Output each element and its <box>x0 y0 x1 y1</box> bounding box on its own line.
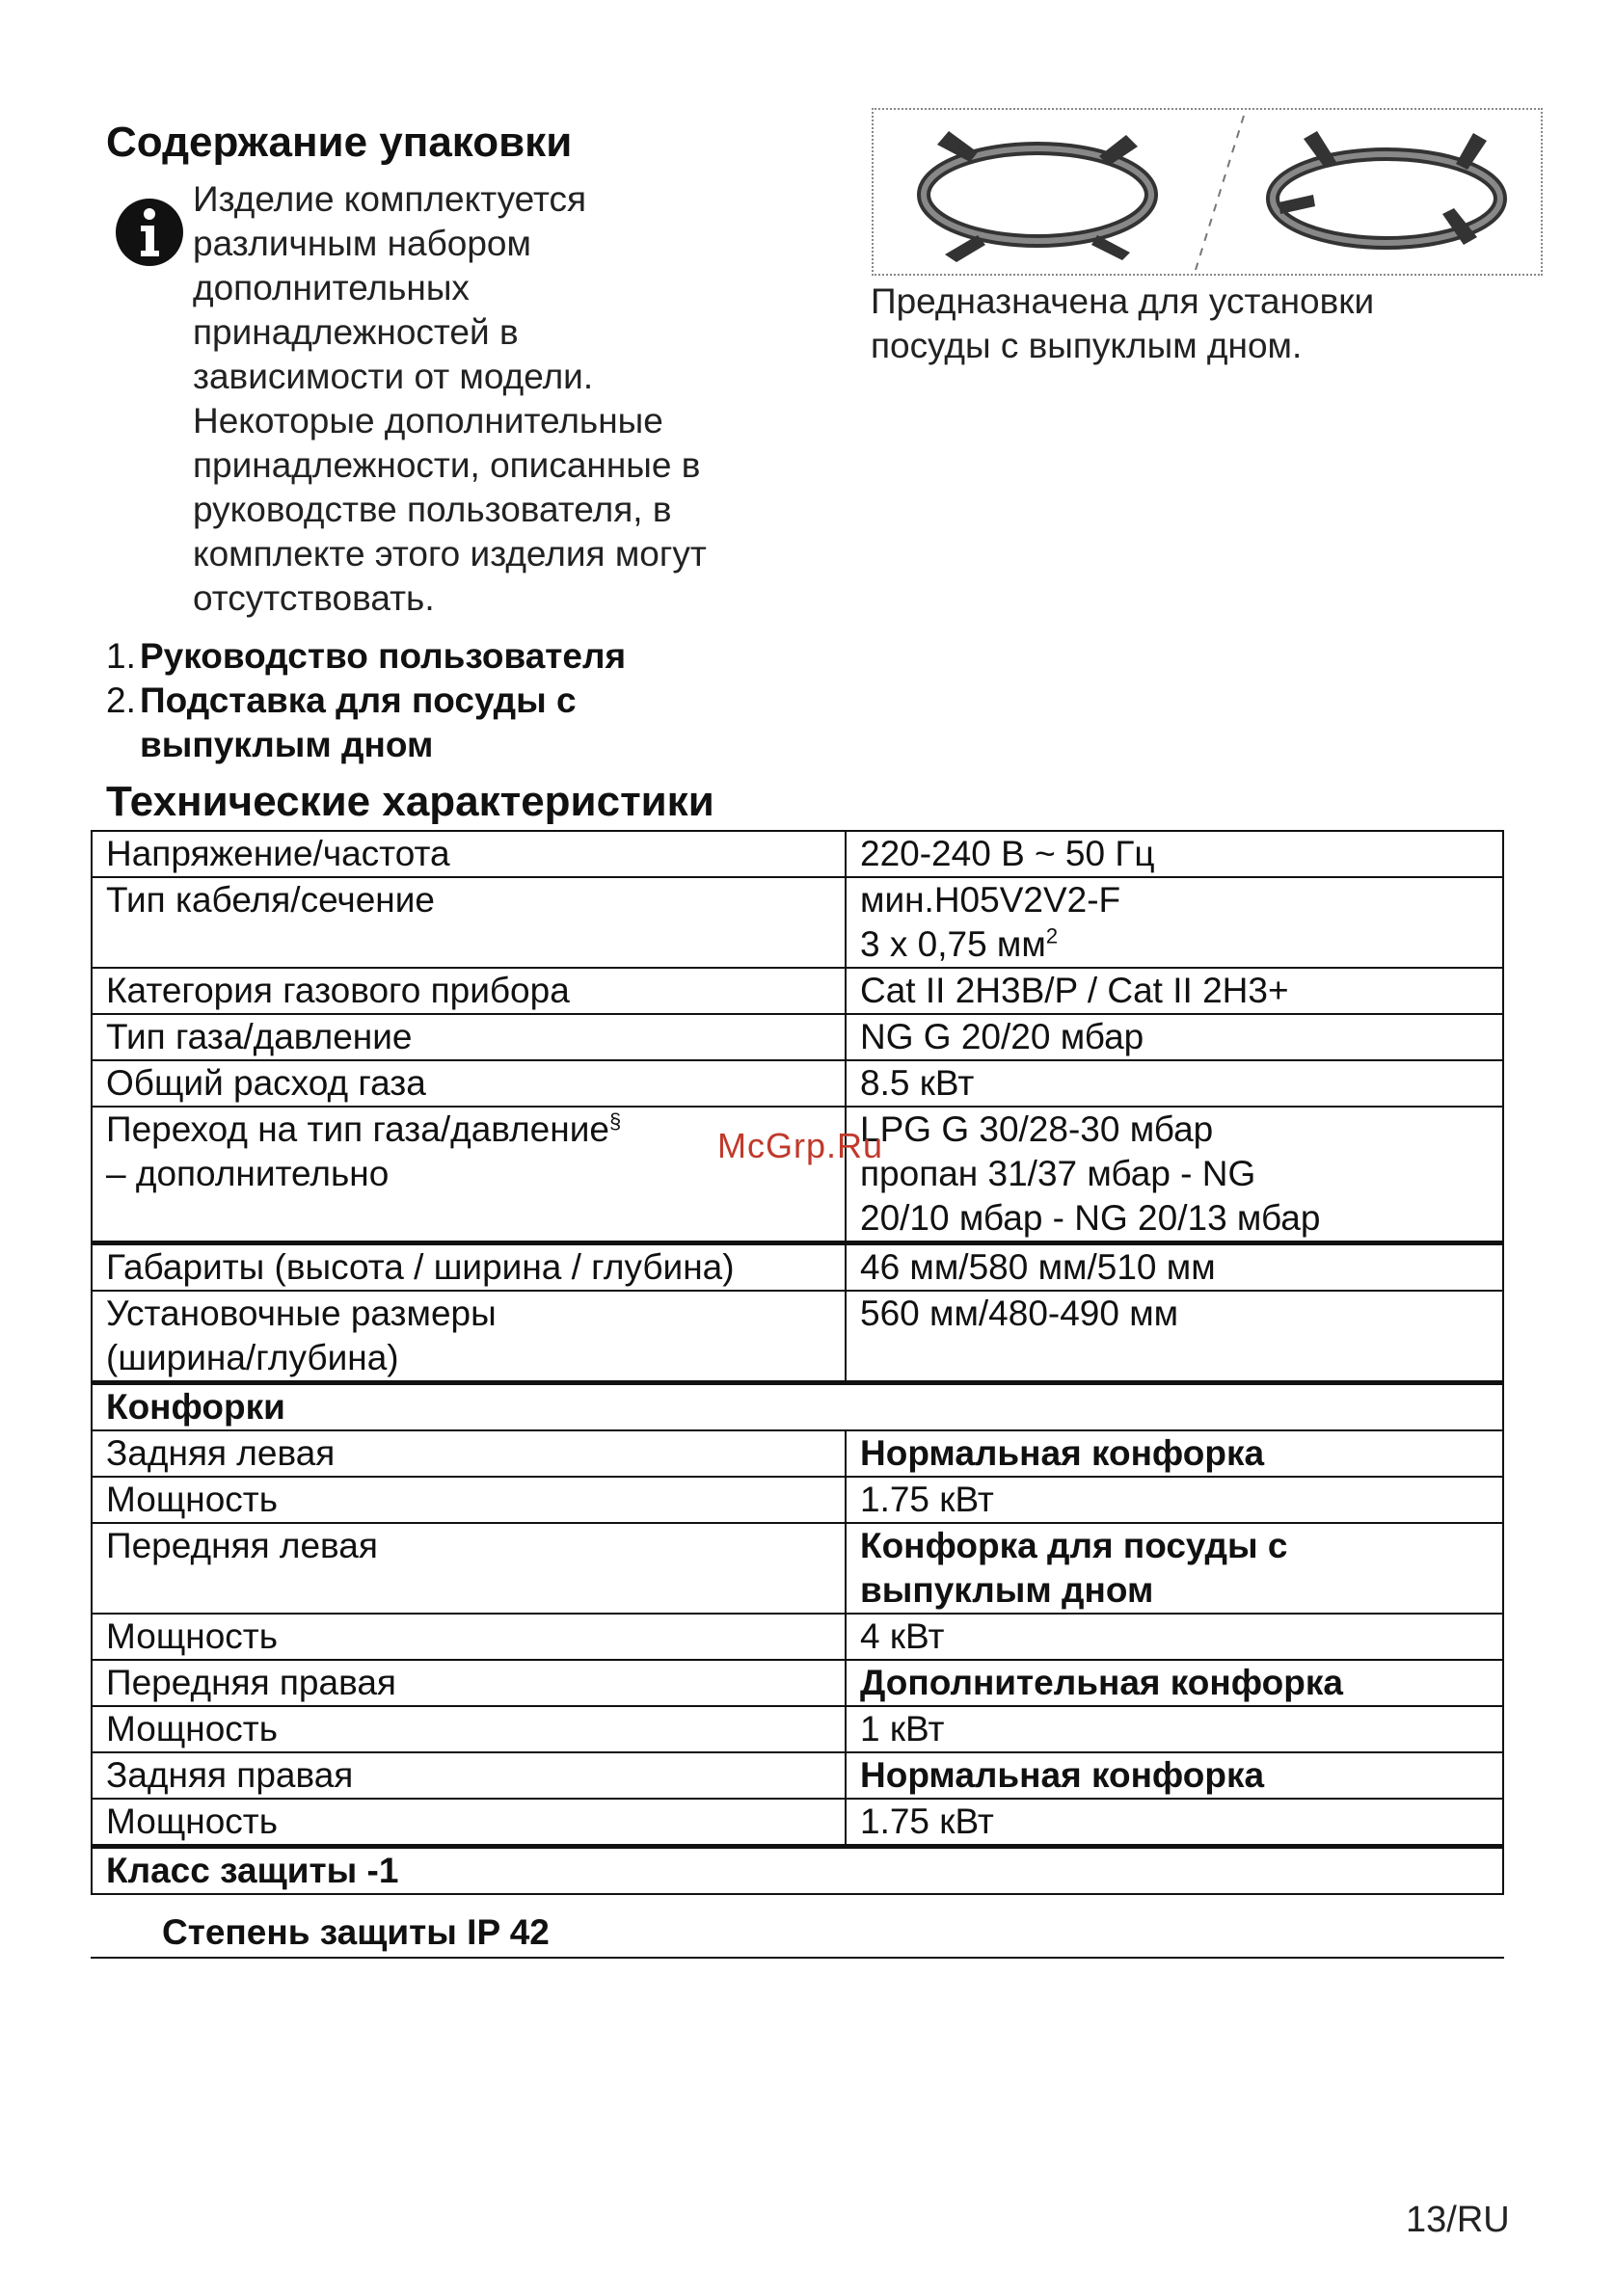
cell-line: Задняя левая <box>106 1433 336 1473</box>
cell-line: 220-240 В ~ 50 Гц <box>860 834 1155 873</box>
info-line: комплекте этого изделия могут <box>193 534 707 574</box>
wok-stand-illustration <box>872 108 1543 276</box>
cell-line: 4 кВт <box>860 1616 945 1656</box>
cell-line: Мощность <box>106 1709 278 1749</box>
spec-label <box>92 1014 846 1060</box>
protection-class: Класс защиты -1 <box>92 1847 1503 1895</box>
superscript: § <box>608 1108 622 1134</box>
spec-label <box>92 1477 846 1523</box>
table-row <box>92 1383 1503 1431</box>
cell-line: 46 мм/580 мм/510 мм <box>860 1247 1216 1287</box>
spec-value <box>846 877 1503 968</box>
info-line: руководстве пользователя, в <box>193 490 672 529</box>
spec-label <box>92 1060 846 1107</box>
info-line: Некоторые дополнительные <box>193 401 663 441</box>
spec-value <box>846 1752 1503 1799</box>
cell-line: 20/10 мбар - NG 20/13 мбар <box>860 1198 1321 1238</box>
item-label-line: Руководство пользователя <box>140 636 627 676</box>
cell-line: 1.75 кВт <box>860 1802 994 1841</box>
spec-label <box>92 1291 846 1383</box>
cell-line: Нормальная конфорка <box>860 1433 1265 1473</box>
item-label-line: выпуклым дном <box>140 725 434 764</box>
table-row <box>92 1291 1503 1383</box>
cell-line: Категория газового прибора <box>106 971 570 1010</box>
spec-label <box>92 877 846 968</box>
spec-label <box>92 1799 846 1847</box>
cell-line: Тип кабеля/сечение <box>106 880 435 920</box>
info-note <box>193 177 771 621</box>
info-icon <box>114 197 185 268</box>
package-items-list <box>106 634 704 767</box>
cell-line: пропан 31/37 мбар - NG <box>860 1154 1256 1193</box>
caption-line: Предназначена для установки <box>871 281 1375 321</box>
spec-value <box>846 1799 1503 1847</box>
spec-label <box>92 1243 846 1292</box>
info-line: принадлежности, описанные в <box>193 445 701 485</box>
spec-value <box>846 1523 1503 1614</box>
page-number: 13/RU <box>1406 2200 1510 2240</box>
list-item <box>106 634 704 679</box>
table-row <box>92 1847 1503 1895</box>
cell-line: Переход на тип газа/давление§ <box>106 1108 622 1149</box>
table-row <box>92 877 1503 968</box>
table-row <box>92 1430 1503 1477</box>
cell-line: 560 мм/480-490 мм <box>860 1294 1179 1333</box>
illustration-caption <box>871 280 1546 368</box>
table-row <box>92 1614 1503 1660</box>
info-line: принадлежностей в <box>193 312 519 352</box>
spec-label <box>92 831 846 877</box>
cell-line: Тип газа/давление <box>106 1017 413 1056</box>
cell-line: Мощность <box>106 1616 278 1656</box>
cell-line: Нормальная конфорка <box>860 1755 1265 1795</box>
cell-line: 1 кВт <box>860 1709 945 1749</box>
spec-value <box>846 831 1503 877</box>
caption-line: посуды с выпуклым дном. <box>871 326 1303 365</box>
specs-title: Технические характеристики <box>106 778 714 825</box>
cell-line: (ширина/глубина) <box>106 1338 399 1377</box>
info-line: Изделие комплектуется <box>193 179 587 219</box>
spec-label <box>92 1523 846 1614</box>
watermark: McGrp.Ru <box>717 1126 884 1165</box>
info-line: зависимости от модели. <box>193 357 594 396</box>
cell-line: Общий расход газа <box>106 1063 426 1103</box>
cell-line: Напряжение/частота <box>106 834 450 873</box>
table-row <box>92 1014 1503 1060</box>
cell-line: 1.75 кВт <box>860 1480 994 1519</box>
item-label-line: Подставка для посуды с <box>140 681 577 720</box>
cell-line: Габариты (высота / ширина / глубина) <box>106 1247 735 1287</box>
cell-line: – дополнительно <box>106 1154 390 1193</box>
spec-value <box>846 1706 1503 1752</box>
table-row <box>92 1706 1503 1752</box>
spec-value <box>846 1107 1503 1243</box>
item-label <box>140 679 577 767</box>
spec-value <box>846 1430 1503 1477</box>
cell-line: Передняя правая <box>106 1663 396 1702</box>
spec-label <box>92 1430 846 1477</box>
burners-heading: Конфорки <box>92 1383 1503 1431</box>
spec-value <box>846 1243 1503 1292</box>
cell-line: Передняя левая <box>106 1526 378 1565</box>
cell-line: 8.5 кВт <box>860 1063 975 1103</box>
spec-label <box>92 1660 846 1706</box>
cell-line: Установочные размеры <box>106 1294 497 1333</box>
spec-value <box>846 1614 1503 1660</box>
table-row <box>92 1060 1503 1107</box>
table-row <box>92 1752 1503 1799</box>
specifications-table <box>91 830 1504 1895</box>
spec-value <box>846 968 1503 1014</box>
table-row <box>92 1243 1503 1292</box>
spec-label <box>92 1706 846 1752</box>
item-number: 2. <box>106 681 136 720</box>
spec-label <box>92 1614 846 1660</box>
table-row <box>92 968 1503 1014</box>
cell-line: 3 x 0,75 $мм^2$ <box>860 923 1059 964</box>
spec-label <box>92 1752 846 1799</box>
info-line: различным набором <box>193 224 531 263</box>
ip-rating: Степень защиты IP 42 <box>162 1912 550 1952</box>
spec-value <box>846 1014 1503 1060</box>
info-line: дополнительных <box>193 268 470 307</box>
divider <box>91 1957 1504 1959</box>
table-row <box>92 1660 1503 1706</box>
table-row <box>92 1523 1503 1614</box>
cell-line: Мощность <box>106 1802 278 1841</box>
cell-line: Cat II 2H3B/P / Cat II 2H3+ <box>860 971 1289 1010</box>
spec-value <box>846 1060 1503 1107</box>
spec-value <box>846 1291 1503 1383</box>
cell-line: мин.H05V2V2-F <box>860 880 1121 920</box>
item-number: 1. <box>106 636 136 676</box>
cell-line: Дополнительная конфорка <box>860 1663 1343 1702</box>
cell-line: NG G 20/20 мбар <box>860 1017 1144 1056</box>
table-row <box>92 831 1503 877</box>
item-label <box>140 634 626 679</box>
cell-line: LPG G 30/28-30 мбар <box>860 1109 1214 1149</box>
spec-value <box>846 1477 1503 1523</box>
superscript: 2 <box>1045 923 1059 948</box>
spec-value <box>846 1660 1503 1706</box>
cell-line: Мощность <box>106 1480 278 1519</box>
list-item <box>106 679 704 767</box>
package-contents-title: Содержание упаковки <box>106 119 573 166</box>
cell-line: выпуклым дном <box>860 1570 1154 1610</box>
cell-line: Конфорка для посуды с <box>860 1526 1288 1565</box>
info-line: отсутствовать. <box>193 578 435 618</box>
cell-line: Задняя правая <box>106 1755 354 1795</box>
table-row <box>92 1477 1503 1523</box>
spec-label <box>92 968 846 1014</box>
table-row <box>92 1799 1503 1847</box>
